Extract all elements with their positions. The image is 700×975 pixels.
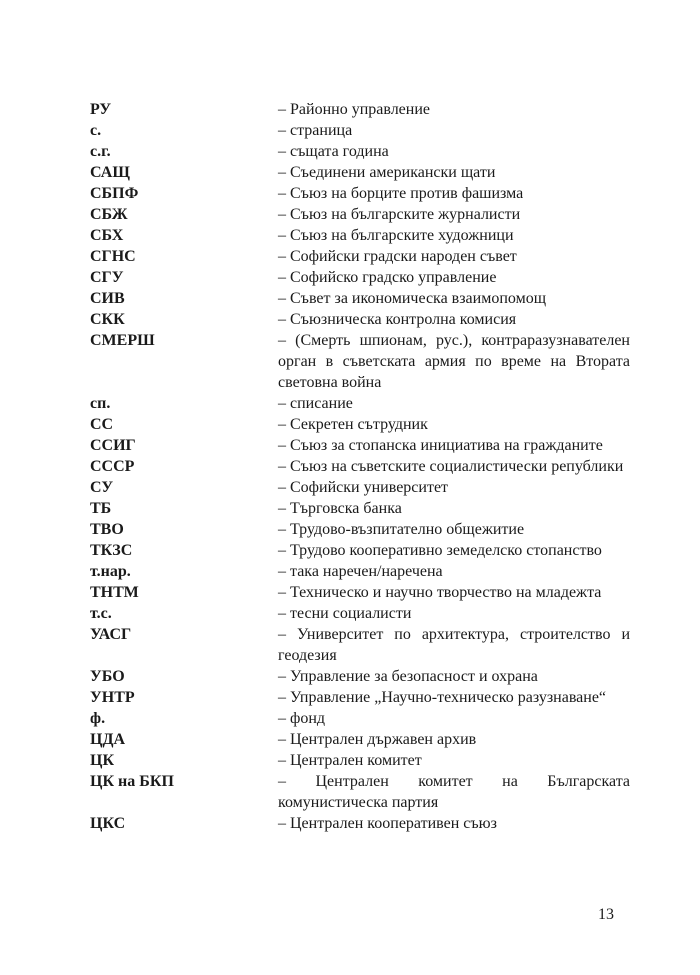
abbreviation-term: ЦК на БКП (90, 773, 174, 790)
abbreviation-definition: – така наречен/наречена (278, 563, 443, 580)
abbreviation-term: ТКЗС (90, 542, 133, 559)
abbreviation-entry (90, 729, 630, 750)
abbreviation-entry (90, 204, 630, 225)
abbreviation-term: УБО (90, 668, 125, 685)
abbreviation-entry (90, 813, 630, 834)
abbreviation-entry (90, 498, 630, 519)
abbreviation-entry (90, 477, 630, 498)
abbreviation-entry (90, 435, 630, 456)
abbreviation-term: СМЕРШ (90, 332, 155, 349)
abbreviation-term: УНТР (90, 689, 135, 706)
abbreviation-definition: – Трудово кооперативно земеделско стопанство (278, 542, 602, 559)
abbreviation-entry (90, 561, 630, 582)
abbreviation-definition: – Съюз на българските художници (278, 227, 514, 244)
abbreviation-definition: – страница (278, 122, 353, 139)
abbreviation-definition: – Търговска банка (278, 500, 402, 517)
abbreviation-definition: – Трудово-възпитателно общежитие (278, 521, 525, 538)
abbreviation-term: СУ (90, 479, 114, 496)
abbreviation-term: ССИГ (90, 437, 136, 454)
abbreviation-term: САЩ (90, 164, 130, 181)
abbreviation-definition: – Съюз на съветските социалистически републики (278, 458, 624, 475)
abbreviation-definition: – Централен кооперативен съюз (278, 815, 497, 832)
abbreviation-definition: – Софийски университет (278, 479, 449, 496)
abbreviation-entry (90, 393, 630, 414)
abbreviation-term: ТНТМ (90, 584, 139, 601)
abbreviation-definition: – Съвет за икономическа взаимопомощ (278, 290, 547, 307)
abbreviation-entry (90, 687, 630, 708)
abbreviation-definition: – Централен комитет на Българската комунистическа партия (278, 773, 630, 811)
abbreviation-entry (90, 288, 630, 309)
abbreviation-definition: – фонд (278, 710, 326, 727)
abbreviation-entry (90, 120, 630, 141)
abbreviation-term: с.г. (90, 143, 111, 160)
abbreviation-entry (90, 582, 630, 603)
abbreviation-entry (90, 267, 630, 288)
abbreviation-definition: – Съюзническа контролна комисия (278, 311, 517, 328)
abbreviation-term: СГУ (90, 269, 124, 286)
abbreviation-entry (90, 183, 630, 204)
abbreviation-definition: – Техническо и научно творчество на младежта (278, 584, 602, 601)
abbreviation-entry (90, 309, 630, 330)
abbreviation-term: т.с. (90, 605, 112, 622)
abbreviation-entry (90, 540, 630, 561)
abbreviation-entry (90, 99, 630, 120)
abbreviation-definition: – Софийски градски народен съвет (278, 248, 517, 265)
abbreviation-definition: – същата година (278, 143, 389, 160)
abbreviation-definition: – Съюз на борците против фашизма (278, 185, 524, 202)
abbreviation-definition: – Управление „Научно-техническо разузнаване“ (278, 689, 607, 706)
abbreviation-term: СИВ (90, 290, 125, 307)
abbreviation-entry (90, 225, 630, 246)
abbreviation-entry (90, 414, 630, 435)
abbreviation-entry (90, 624, 630, 666)
abbreviation-definition: – списание (278, 395, 353, 412)
abbreviation-definition: – Районно управление (278, 101, 431, 118)
abbreviation-entry (90, 141, 630, 162)
abbreviation-term: ТВО (90, 521, 124, 538)
abbreviation-term: с. (90, 122, 102, 139)
abbreviation-definition: – Управление за безопасност и охрана (278, 668, 538, 685)
abbreviation-definition: – Съюз на българските журналисти (278, 206, 521, 223)
abbreviation-term: ф. (90, 710, 106, 727)
abbreviation-definition: – Централен държавен архив (278, 731, 477, 748)
abbreviation-term: УАСГ (90, 626, 132, 643)
page-number: 13 (598, 906, 614, 923)
abbreviation-term: СГНС (90, 248, 136, 265)
abbreviation-definition: – Университет по архитектура, строителство и геодезия (278, 626, 630, 664)
abbreviation-term: ЦКС (90, 815, 126, 832)
abbreviation-term: СССР (90, 458, 135, 475)
abbreviation-term: сп. (90, 395, 111, 412)
abbreviation-entry (90, 603, 630, 624)
abbreviation-term: СКК (90, 311, 125, 328)
abbreviation-term: СБПФ (90, 185, 139, 202)
abbreviation-entry (90, 456, 630, 477)
abbreviation-term: СС (90, 416, 114, 433)
abbreviation-entry (90, 330, 630, 393)
abbreviation-definition: – Централен комитет (278, 752, 422, 769)
abbreviation-definition: – Съюз за стопанска инициатива на гражданите (278, 437, 603, 454)
abbreviation-term: СБЖ (90, 206, 128, 223)
abbreviation-entry (90, 162, 630, 183)
abbreviation-entry (90, 771, 630, 813)
abbreviation-term: РУ (90, 101, 112, 118)
abbreviation-entry (90, 519, 630, 540)
abbreviation-definition: – Секретен сътрудник (278, 416, 428, 433)
abbreviation-term: ТБ (90, 500, 112, 517)
abbreviation-list (90, 99, 630, 834)
abbreviation-entry (90, 246, 630, 267)
abbreviation-term: ЦК (90, 752, 115, 769)
abbreviation-entry (90, 750, 630, 771)
abbreviation-definition: – тесни социалисти (278, 605, 412, 622)
abbreviation-definition: – (Смерть шпионам, рус.), контраразузнавателен орган в съветската армия по време на Втората световна война (278, 332, 630, 391)
abbreviation-term: т.нар. (90, 563, 131, 580)
abbreviation-term: СБХ (90, 227, 124, 244)
abbreviation-entry (90, 666, 630, 687)
abbreviation-entry (90, 708, 630, 729)
abbreviation-term: ЦДА (90, 731, 126, 748)
abbreviation-definition: – Съединени американски щати (278, 164, 496, 181)
abbreviation-definition: – Софийско градско управление (278, 269, 497, 286)
